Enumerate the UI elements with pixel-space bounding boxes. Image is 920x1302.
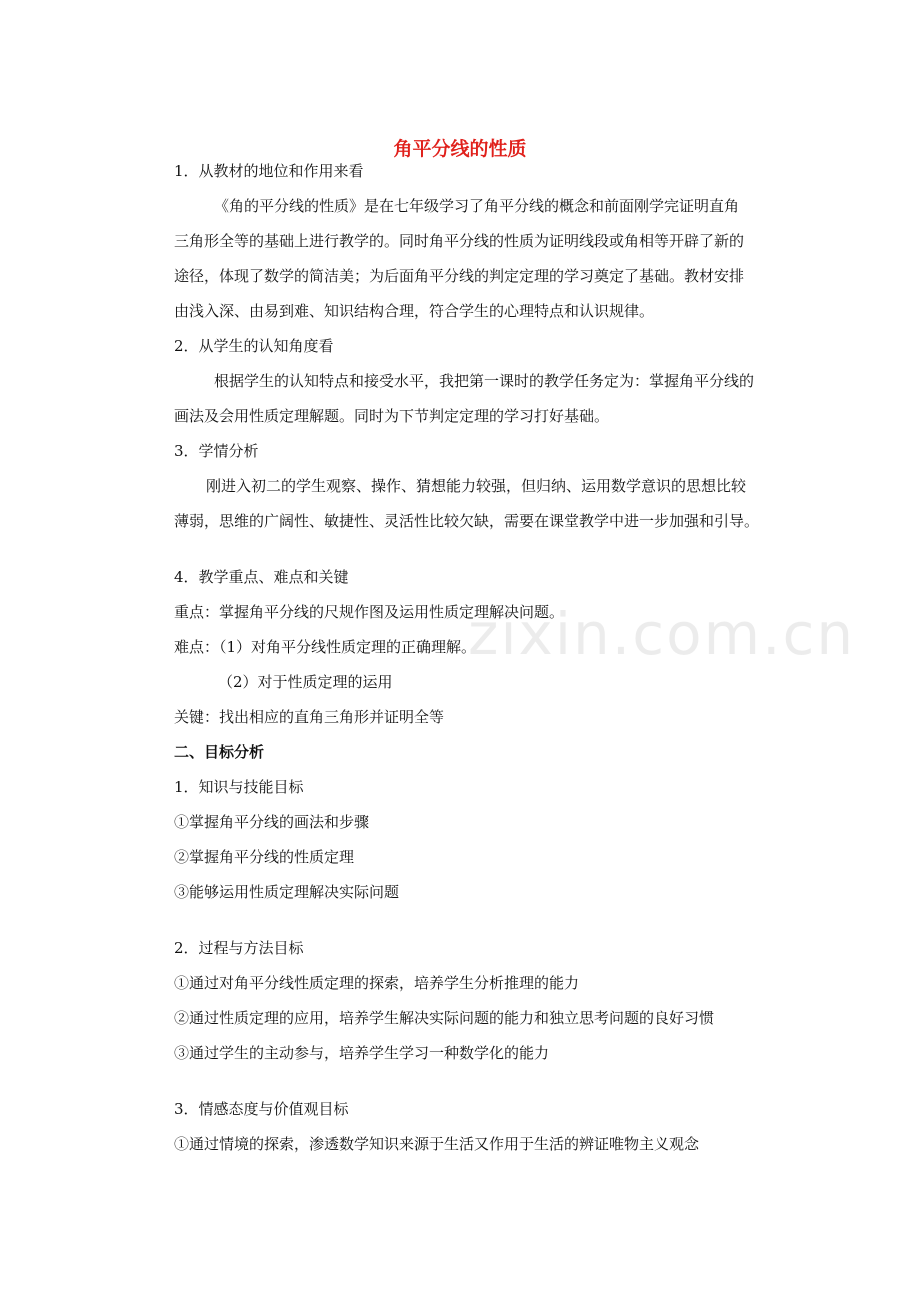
goal-heading: 2．过程与方法目标 <box>174 939 304 957</box>
goal-heading: 3．情感态度与价值观目标 <box>174 1100 349 1118</box>
goal-item: ③能够运用性质定理解决实际问题 <box>174 883 400 901</box>
watermark: zixin.com.cn <box>468 600 856 668</box>
paragraph-line: 途径，体现了数学的简洁美；为后面角平分线的判定定理的学习奠定了基础。教材安排 <box>174 267 745 285</box>
section-heading: 4．教学重点、难点和关键 <box>174 568 349 586</box>
goal-item: ①掌握角平分线的画法和步骤 <box>174 813 370 831</box>
paragraph-line: 根据学生的认知特点和接受水平，我把第一课时的教学任务定为：掌握角平分线的 <box>214 372 755 390</box>
goal-item: ①通过对角平分线性质定理的探索，培养学生分析推理的能力 <box>174 974 580 992</box>
goal-item: ②通过性质定理的应用，培养学生解决实际问题的能力和独立思考问题的良好习惯 <box>174 1009 715 1027</box>
paragraph-line: 由浅入深、由易到难、知识结构合理，符合学生的心理特点和认识规律。 <box>174 302 655 320</box>
paragraph-line: 刚进入初二的学生观察、操作、猜想能力较强，但归纳、运用数学意识的思想比较 <box>206 477 747 495</box>
goal-item: ②掌握角平分线的性质定理 <box>174 848 355 866</box>
paragraph-line: 《角的平分线的性质》是在七年级学习了角平分线的概念和前面刚学完证明直角 <box>214 197 740 215</box>
crux: 关键：找出相应的直角三角形并证明全等 <box>174 708 445 726</box>
paragraph-line: 薄弱，思维的广阔性、敏捷性、灵活性比较欠缺，需要在课堂教学中进一步加强和引导。 <box>174 512 760 530</box>
document-title: 角平分线的性质 <box>393 138 527 160</box>
difficulty-2: （2）对于性质定理的运用 <box>218 673 393 691</box>
paragraph-line: 三角形全等的基础上进行教学的。同时角平分线的性质为证明线段或角相等开辟了新的 <box>174 232 745 250</box>
section-heading: 1．从教材的地位和作用来看 <box>174 162 364 180</box>
section-heading: 3．学情分析 <box>174 442 259 460</box>
paragraph-line: 画法及会用性质定理解题。同时为下节判定定理的学习打好基础。 <box>174 407 610 425</box>
goal-item: ①通过情境的探索，渗透数学知识来源于生活又作用于生活的辨证唯物主义观念 <box>174 1135 700 1153</box>
goal-heading: 1．知识与技能目标 <box>174 778 304 796</box>
part-heading: 二、目标分析 <box>174 743 265 761</box>
section-heading: 2．从学生的认知角度看 <box>174 337 334 355</box>
difficulty-1: 难点：（1）对角平分线性质定理的正确理解。 <box>174 638 477 656</box>
goal-item: ③通过学生的主动参与，培养学生学习一种数学化的能力 <box>174 1044 550 1062</box>
key-point: 重点：掌握角平分线的尺规作图及运用性质定理解决问题。 <box>174 603 565 621</box>
